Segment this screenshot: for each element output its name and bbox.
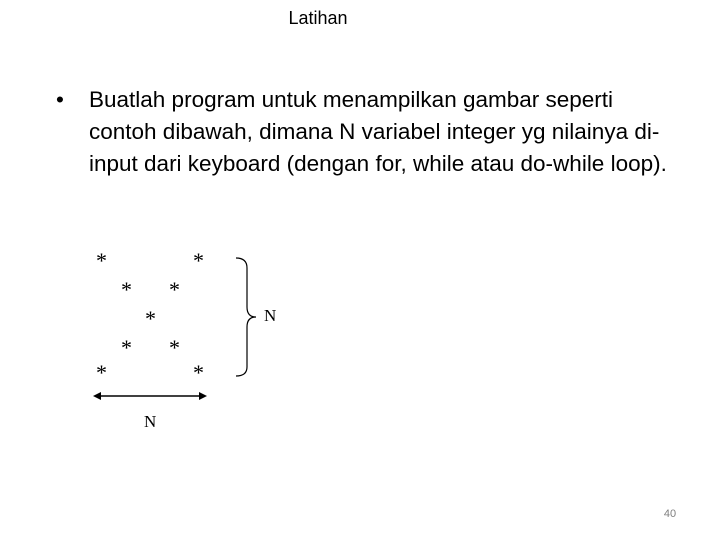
star-row3-center: * <box>145 306 156 331</box>
star-row1-left: * <box>96 248 107 273</box>
page-number: 40 <box>663 508 677 520</box>
slide-title: Latihan <box>288 8 348 28</box>
star-row1-right: * <box>193 248 204 273</box>
right-brace-shape <box>236 258 256 376</box>
star-row4-right: * <box>169 335 180 360</box>
width-arrow-left-head <box>93 392 101 400</box>
horizontal-n-label: N <box>144 412 157 431</box>
bullet-marker: • <box>56 87 64 112</box>
star-row2-left: * <box>121 277 132 302</box>
star-row5-right: * <box>193 360 204 385</box>
star-row5-left: * <box>96 360 107 385</box>
bullet-text: Buatlah program untuk menampilkan gambar seperti contoh dibawah, dimana N variabel integer yg nilainya di-input dari keyboard (dengan for, while atau do-while loop). <box>89 87 667 176</box>
width-arrow-right-head <box>199 392 207 400</box>
star-row4-left: * <box>121 335 132 360</box>
star-row2-right: * <box>169 277 180 302</box>
vertical-n-label: N <box>264 306 277 325</box>
